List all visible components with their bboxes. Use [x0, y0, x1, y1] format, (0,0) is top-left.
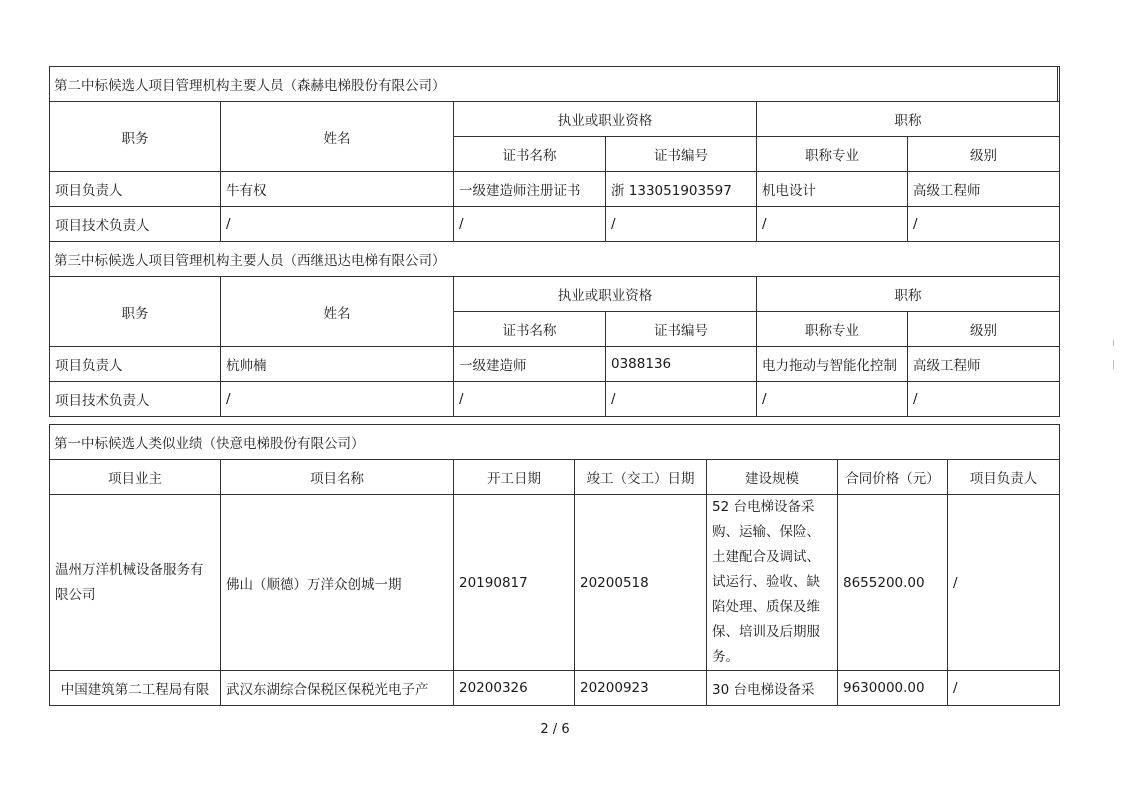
cell-manager: / — [948, 671, 1060, 706]
section-title-row — [50, 425, 1060, 460]
cell-completion-date: 20200518 — [575, 495, 707, 671]
cell-completion-date: 20200923 — [575, 671, 707, 706]
scan-artifact — [1113, 340, 1114, 346]
cell-name: 杭帅楠 — [221, 347, 454, 382]
scan-artifact — [1113, 360, 1114, 369]
cell-project-name: 佛山（顺德）万洋众创城一期 — [221, 495, 454, 671]
section-title-row — [50, 67, 1060, 102]
header-title-major: 职称专业 — [757, 137, 908, 172]
cell-owner: 温州万洋机械设备服务有限公司 — [50, 495, 221, 671]
cell-level: 高级工程师 — [908, 172, 1060, 207]
cell-name: 牛有权 — [221, 172, 454, 207]
document-page — [49, 66, 1059, 711]
header-cert-no: 证书编号 — [606, 312, 757, 347]
performance-title: 第一中标候选人类似业绩（快意电梯股份有限公司） — [50, 425, 1060, 460]
table-row — [50, 347, 1060, 382]
header-qualification: 执业或职业资格 — [454, 102, 757, 137]
header-start-date: 开工日期 — [454, 460, 575, 495]
header-cert-name: 证书名称 — [454, 312, 606, 347]
header-manager: 项目负责人 — [948, 460, 1060, 495]
header-row — [50, 460, 1060, 495]
header-project-name: 项目名称 — [221, 460, 454, 495]
section3-title: 第三中标候选人项目管理机构主要人员（西继迅达电梯有限公司） — [50, 242, 1060, 277]
cell-cert-name: 一级建造师注册证书 — [454, 172, 606, 207]
header-title: 职称 — [757, 277, 1060, 312]
cell-cert-no: 0388136 — [606, 347, 757, 382]
header-position: 职务 — [50, 277, 221, 347]
cell-start-date: 20190817 — [454, 495, 575, 671]
cell-cert-name: 一级建造师 — [454, 347, 606, 382]
cell-title-major: / — [757, 207, 908, 242]
table-row — [50, 495, 1060, 671]
header-cert-name: 证书名称 — [454, 137, 606, 172]
page-number: 2 / 6 — [540, 722, 570, 737]
cell-cert-name: / — [454, 382, 606, 417]
header-title: 职称 — [757, 102, 1060, 137]
cell-position: 项目负责人 — [50, 172, 221, 207]
header-level: 级别 — [908, 312, 1060, 347]
performance-table — [49, 424, 1060, 706]
header-completion-date: 竣工（交工）日期 — [575, 460, 707, 495]
header-scale: 建设规模 — [707, 460, 838, 495]
cell-level: / — [908, 207, 1060, 242]
cell-position: 项目负责人 — [50, 347, 221, 382]
header-cert-no: 证书编号 — [606, 137, 757, 172]
cell-contract-price: 9630000.00 — [838, 671, 948, 706]
cell-project-name: 武汉东湖综合保税区保税光电子产 — [221, 671, 454, 706]
cell-start-date: 20200326 — [454, 671, 575, 706]
header-title-major: 职称专业 — [757, 312, 908, 347]
cell-level: 高级工程师 — [908, 347, 1060, 382]
personnel-table — [49, 66, 1060, 417]
table-row — [50, 207, 1060, 242]
header-position: 职务 — [50, 102, 221, 172]
cell-name: / — [221, 207, 454, 242]
cell-scale: 30 台电梯设备采 — [707, 671, 838, 706]
header-qualification: 执业或职业资格 — [454, 277, 757, 312]
header-name: 姓名 — [221, 277, 454, 347]
table-row — [50, 671, 1060, 706]
cell-cert-no: / — [606, 207, 757, 242]
cell-manager: / — [948, 495, 1060, 671]
cell-title-major: 机电设计 — [757, 172, 908, 207]
table-row — [50, 172, 1060, 207]
cell-name: / — [221, 382, 454, 417]
section-title-row — [50, 242, 1060, 277]
cell-cert-no: / — [606, 382, 757, 417]
cell-scale: 52 台电梯设备采购、运输、保险、土建配合及调试、试运行、验收、缺陷处理、质保及维保、培训及后期服务。 — [707, 495, 838, 671]
table-row — [50, 382, 1060, 417]
cell-title-major: / — [757, 382, 908, 417]
cell-owner: 中国建筑第二工程局有限 — [50, 671, 221, 706]
cell-title-major: 电力拖动与智能化控制 — [757, 347, 908, 382]
cell-cert-no: 浙 133051903597 — [606, 172, 757, 207]
section2-title: 第二中标候选人项目管理机构主要人员（森赫电梯股份有限公司） — [50, 67, 1060, 102]
header-name: 姓名 — [221, 102, 454, 172]
cell-cert-name: / — [454, 207, 606, 242]
cell-position: 项目技术负责人 — [50, 382, 221, 417]
cell-level: / — [908, 382, 1060, 417]
header-owner: 项目业主 — [50, 460, 221, 495]
header-contract-price: 合同价格（元） — [838, 460, 948, 495]
cell-position: 项目技术负责人 — [50, 207, 221, 242]
header-row — [50, 277, 1060, 312]
header-level: 级别 — [908, 137, 1060, 172]
cell-contract-price: 8655200.00 — [838, 495, 948, 671]
header-row — [50, 102, 1060, 137]
